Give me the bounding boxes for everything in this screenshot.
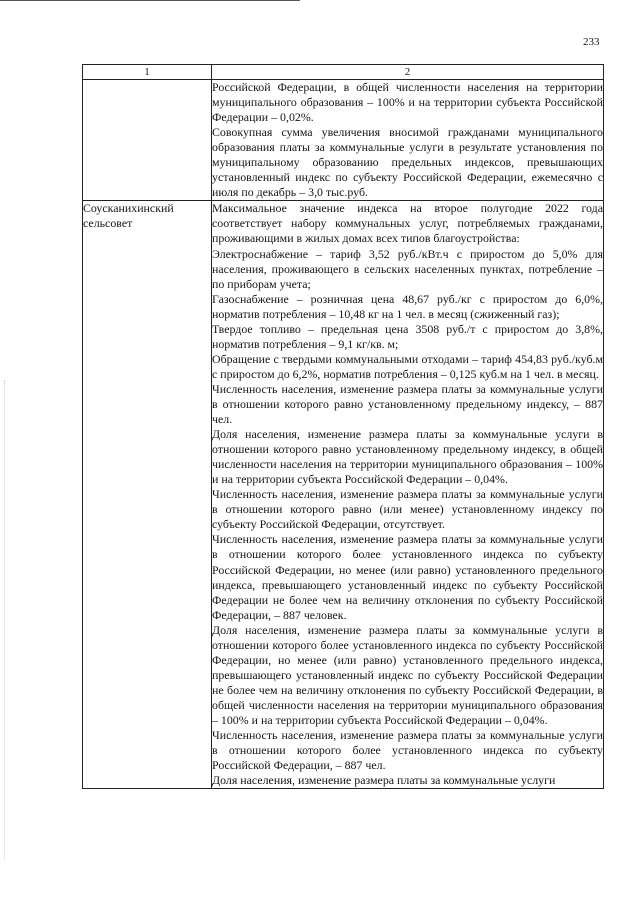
- paragraph: Численность населения, изменение размера платы за коммунальные услуги в отношении которого равно (или менее) установленному индексу по субъекту Российской Федерации, отсутствует.: [212, 487, 603, 532]
- scan-artifact: [4, 380, 6, 860]
- table-row: [83, 201, 604, 789]
- paragraph: Электроснабжение – тариф 3,52 руб./кВт.ч с приростом до 5,0% для населения, проживающего в сельских населенных пунктах, потребление – по приборам учета;: [212, 246, 603, 291]
- description-cell: [212, 80, 604, 201]
- table-row: [83, 80, 604, 201]
- column-header-2: 2: [212, 65, 604, 80]
- top-rule: [0, 0, 300, 1]
- paragraph: Максимальное значение индекса на второе полугодие 2022 года соответствует набору коммунальных услуг, потребляемых гражданами, проживающими в жилых домах всех типов благоустройства:: [212, 201, 603, 246]
- paragraph: Газоснабжение – розничная цена 48,67 руб./кг с приростом до 6,0%, норматив потребления – 10,48 кг на 1 чел. в месяц (сжиженный газ);: [212, 291, 603, 321]
- paragraph: Численность населения, изменение размера платы за коммунальные услуги в отношении которого более установленного индекса по субъекту Российской Федерации, – 887 чел.: [212, 728, 603, 773]
- paragraph: Совокупная сумма увеличения вносимой гражданами муниципального образования платы за коммунальные услуги в результате установления по муниципальному образованию предельных индексов, превышающих установленный индекс по субъекту Российской Федерации, ежемесячно с июля по декабрь – 3,0 тыс.руб.: [212, 125, 603, 200]
- paragraph: Численность населения, изменение размера платы за коммунальные услуги в отношении которого равно установленному предельному индексу, – 887 чел.: [212, 381, 603, 427]
- document-table: [82, 64, 604, 789]
- description-cell: [212, 201, 604, 789]
- paragraph: Численность населения, изменение размера платы за коммунальные услуги в отношении которого более установленного индекса по субъекту Российской Федерации, но менее (или равно) установленного предельного индекса, превышающего установленный индекс по субъекту Российской Федерации не более чем на величину отклонения по субъекту Российской Федерации, – 887 человек.: [212, 532, 603, 622]
- paragraph: Твердое топливо – предельная цена 3508 руб./т с приростом до 3,8%, норматив потребления – 9,1 кг/кв. м;: [212, 321, 603, 351]
- page-number: 233: [583, 36, 600, 48]
- municipality-cell: [83, 80, 212, 201]
- paragraph: Обращение с твердыми коммунальными отходами – тариф 454,83 руб./куб.м с приростом до 6,2%, норматив потребления – 0,125 куб.м на 1 чел. в месяц.: [212, 351, 603, 381]
- paragraph: Российской Федерации, в общей численности населения на территории муниципального образования – 100% и на территории субъекта Российской Федерации – 0,02%.: [212, 80, 603, 125]
- header-row: [83, 65, 604, 80]
- column-header-1: 1: [83, 65, 212, 80]
- paragraph: Доля населения, изменение размера платы за коммунальные услуги в отношении которого равно установленному предельному индексу, в общей численности населения на территории муниципального образования – 100% и на территории субъекта Российской Федерации – 0,04%.: [212, 427, 603, 487]
- paragraph: Доля населения, изменение размера платы за коммунальные услуги в отношении которого более установленного индекса по субъекту Российской Федерации, но менее (или равно) установленного предельного индекса, превышающего установленный индекс по субъекту Российской Федерации не более чем на величину отклонения по субъекту Российской Федерации, в общей численности населения на территории муниципального образования – 100% и на территории субъекта Российской Федерации – 0,04%.: [212, 622, 603, 727]
- paragraph: Доля населения, изменение размера платы за коммунальные услуги: [212, 773, 556, 788]
- municipality-cell: Соусканихинский сельсовет: [83, 201, 212, 789]
